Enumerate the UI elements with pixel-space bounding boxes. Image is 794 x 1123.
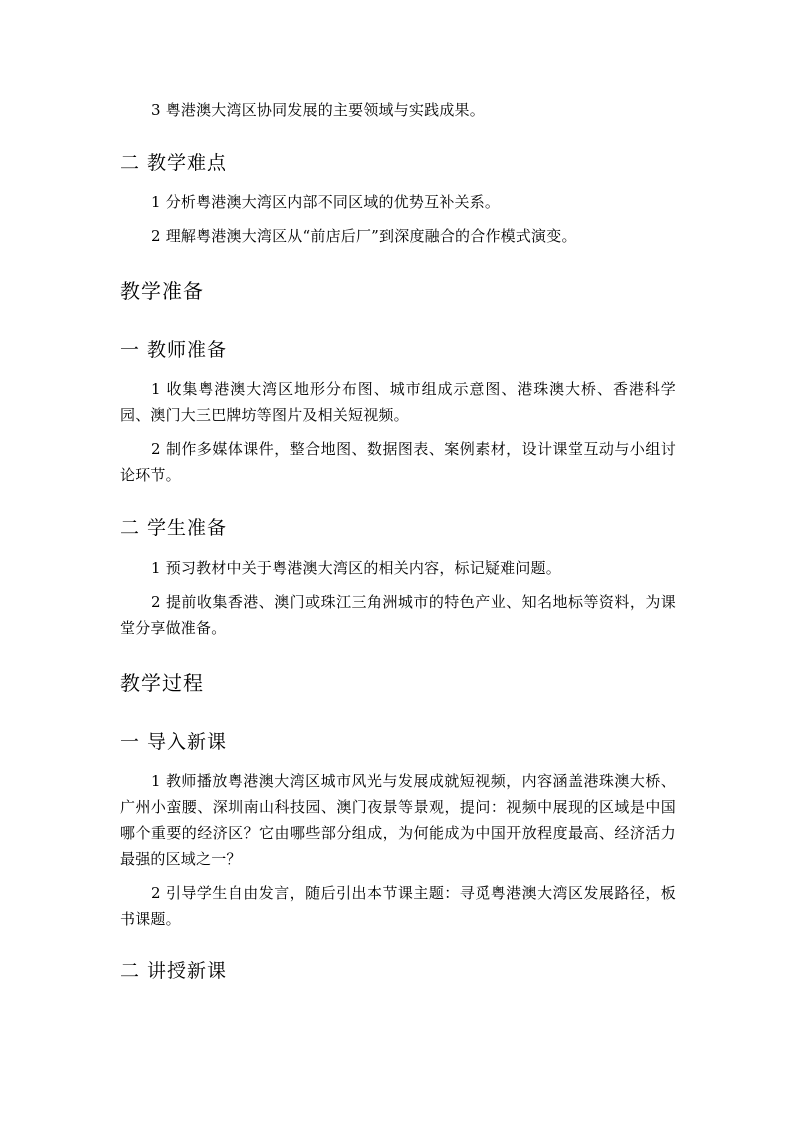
paragraph: 1 预习教材中关于粤港澳大湾区的相关内容，标记疑难问题。	[151, 559, 561, 577]
paragraph: 1 分析粤港澳大湾区内部不同区域的优势互补关系。	[151, 193, 501, 211]
heading: 二 教学难点	[120, 152, 228, 174]
section-heading-student-preparation	[120, 514, 676, 542]
paragraph: 2 制作多媒体课件，整合地图、数据图表、案例素材，设计课堂互动与小组讨论环节。	[120, 440, 676, 484]
intro-item-1	[120, 768, 676, 872]
student-prep-item-2	[120, 589, 676, 641]
chapter-heading-teaching-preparation	[120, 277, 676, 305]
difficulty-item-3	[120, 97, 676, 123]
paragraph: 1 教师播放粤港澳大湾区城市风光与发展成就短视频，内容涵盖港珠澳大桥、广州小蛮腰、深圳南山科技园、澳门夜景等景观，提问：视频中展现的区域是中国哪个重要的经济区？它由哪些部分组成，为何能成为中国开放程度最高、经济活力最强的区域之一？	[120, 772, 676, 868]
section-heading-teacher-preparation	[120, 336, 676, 364]
teacher-prep-item-2	[120, 436, 676, 488]
heading: 一 导入新课	[120, 731, 228, 753]
section-heading-teaching-difficulties	[120, 149, 676, 177]
paragraph: 1 收集粤港澳大湾区地形分布图、城市组成示意图、港珠澳大桥、香港科学园、澳门大三巴牌坊等图片及相关短视频。	[120, 380, 676, 424]
paragraph: 2 理解粤港澳大湾区从“前店后厂”到深度融合的合作模式演变。	[151, 227, 577, 245]
paragraph: 3 粤港澳大湾区协同发展的主要领域与实践成果。	[151, 101, 485, 119]
teacher-prep-item-1	[120, 376, 676, 428]
heading: 二 讲授新课	[120, 960, 228, 982]
heading: 教学过程	[120, 671, 204, 695]
intro-item-2	[120, 880, 676, 932]
heading: 一 教师准备	[120, 339, 228, 361]
section-heading-lesson-intro	[120, 728, 676, 756]
paragraph: 2 提前收集香港、澳门或珠江三角洲城市的特色产业、知名地标等资料，为课堂分享做准备。	[120, 593, 676, 637]
paragraph: 2 引导学生自由发言，随后引出本节课主题：寻觅粤港澳大湾区发展路径，板书课题。	[120, 884, 676, 928]
difficulty-item-1	[120, 189, 676, 215]
difficulty-item-2	[120, 223, 676, 249]
student-prep-item-1	[120, 555, 676, 581]
chapter-heading-teaching-process	[120, 669, 676, 697]
section-heading-new-lesson	[120, 957, 676, 985]
heading: 教学准备	[120, 279, 204, 303]
heading: 二 学生准备	[120, 517, 228, 539]
